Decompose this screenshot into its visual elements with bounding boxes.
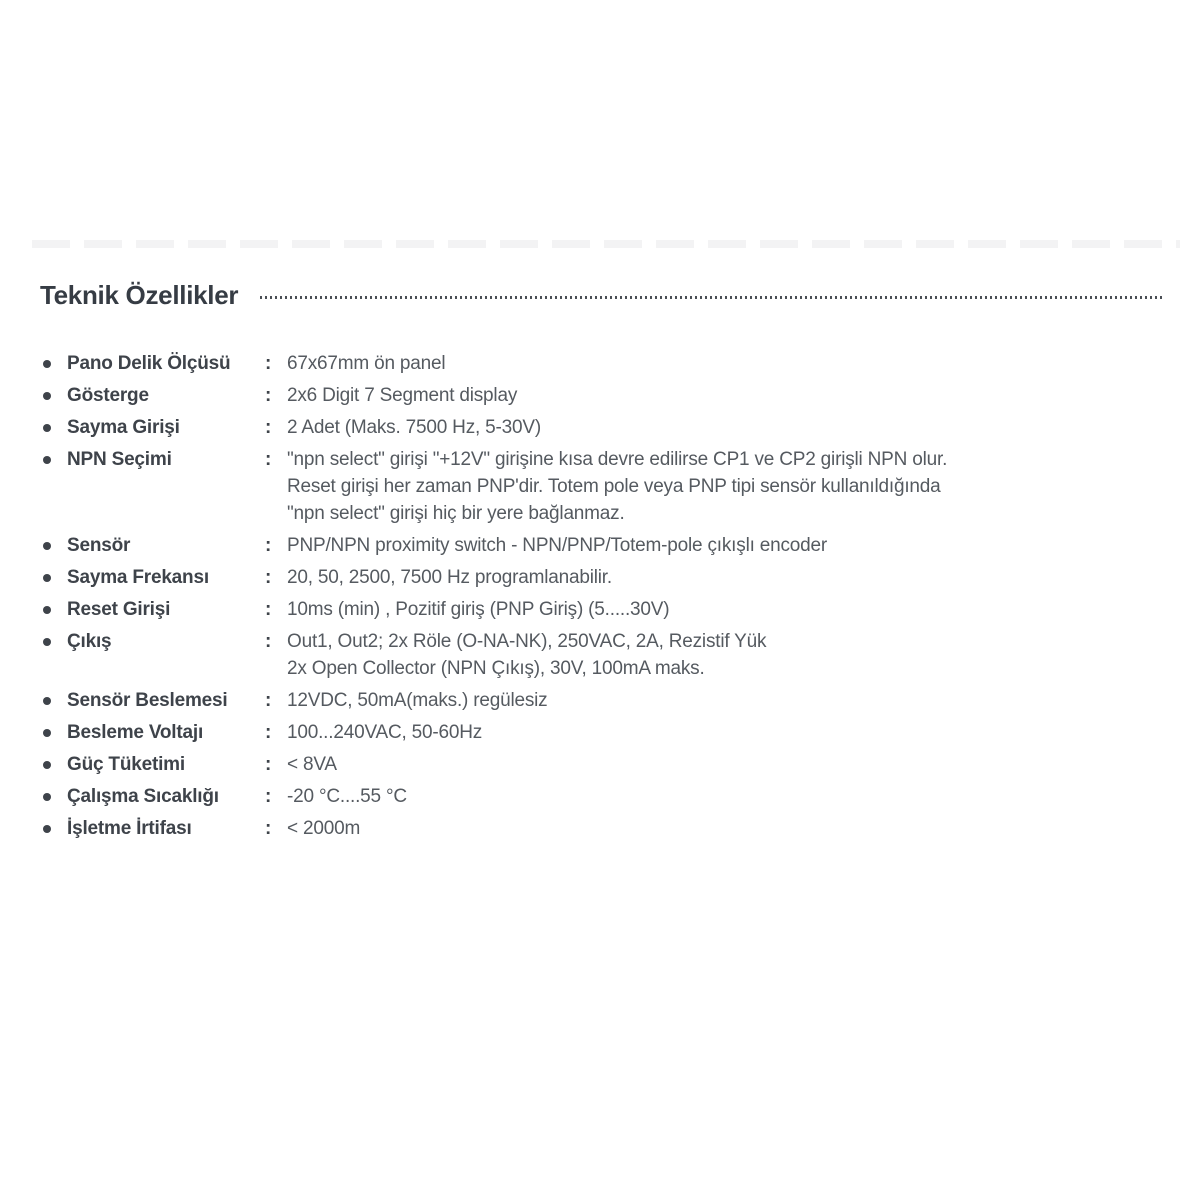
spec-label: Güç Tüketimi	[67, 754, 185, 775]
bullet-icon	[43, 360, 51, 368]
spec-row	[40, 414, 1170, 441]
spec-value	[287, 382, 1170, 409]
spec-colon: :	[265, 786, 272, 807]
spec-row	[40, 719, 1170, 746]
spec-value	[287, 719, 1170, 746]
spec-colon: :	[265, 690, 272, 711]
spec-value-line: "npn select" girişi "+12V" girişine kısa devre edilirse CP1 ve CP2 girişli NPN olur.	[287, 449, 948, 470]
bullet-icon	[43, 729, 51, 737]
spec-colon: :	[265, 385, 272, 406]
spec-value	[287, 350, 1170, 377]
spec-row	[40, 596, 1170, 623]
bullet-icon	[43, 392, 51, 400]
spec-row	[40, 815, 1170, 842]
spec-value-line: < 8VA	[287, 754, 337, 775]
spec-value	[287, 687, 1170, 714]
spec-value-line: < 2000m	[287, 818, 361, 839]
spec-label: NPN Seçimi	[67, 449, 172, 470]
spec-colon: :	[265, 353, 272, 374]
spec-label: Reset Girişi	[67, 599, 171, 620]
spec-value-line: 20, 50, 2500, 7500 Hz programlanabilir.	[287, 567, 612, 588]
spec-value-line: 2x6 Digit 7 Segment display	[287, 385, 518, 406]
spec-value-line: 67x67mm ön panel	[287, 353, 446, 374]
spec-value-line: PNP/NPN proximity switch - NPN/PNP/Totem-pole çıkışlı encoder	[287, 535, 828, 556]
spec-value-line: 2x Open Collector (NPN Çıkış), 30V, 100mA maks.	[287, 658, 705, 679]
spec-colon: :	[265, 535, 272, 556]
section-header	[40, 280, 1165, 311]
spec-label: Sensör Beslemesi	[67, 690, 228, 711]
spec-row	[40, 687, 1170, 714]
spec-colon: :	[265, 631, 272, 652]
spec-row	[40, 783, 1170, 810]
spec-label: Çıkış	[67, 631, 112, 652]
spec-row	[40, 350, 1170, 377]
spec-value	[287, 446, 1170, 527]
bullet-icon	[43, 456, 51, 464]
spec-row	[40, 751, 1170, 778]
bullet-icon	[43, 574, 51, 582]
spec-row	[40, 564, 1170, 591]
spec-label: Sayma Frekansı	[67, 567, 209, 588]
spec-label: İşletme İrtifası	[67, 818, 192, 839]
spec-value	[287, 751, 1170, 778]
spec-list	[40, 350, 1170, 847]
bullet-icon	[43, 793, 51, 801]
bullet-icon	[43, 606, 51, 614]
spec-label: Pano Delik Ölçüsü	[67, 353, 231, 374]
spec-row	[40, 382, 1170, 409]
spec-value	[287, 532, 1170, 559]
spec-value-line: -20 °C....55 °C	[287, 786, 407, 807]
spec-value	[287, 596, 1170, 623]
section-title: Teknik Özellikler	[40, 280, 239, 310]
spec-value-line: "npn select" girişi hiç bir yere bağlanmaz.	[287, 503, 625, 524]
spec-label: Çalışma Sıcaklığı	[67, 786, 219, 807]
bullet-icon	[43, 638, 51, 646]
spec-value-line: Out1, Out2; 2x Röle (O-NA-NK), 250VAC, 2A, Rezistif Yük	[287, 631, 767, 652]
spec-value	[287, 564, 1170, 591]
spec-label: Gösterge	[67, 385, 149, 406]
dotted-leader	[260, 296, 1165, 299]
spec-label: Besleme Voltajı	[67, 722, 204, 743]
spec-value-line: Reset girişi her zaman PNP'dir. Totem pole veya PNP tipi sensör kullanıldığında	[287, 476, 941, 497]
spec-row	[40, 532, 1170, 559]
spec-colon: :	[265, 449, 272, 470]
page-artifact-band	[32, 240, 1180, 248]
spec-value	[287, 414, 1170, 441]
spec-colon: :	[265, 599, 272, 620]
spec-value	[287, 628, 1170, 682]
spec-value	[287, 783, 1170, 810]
spec-label: Sensör	[67, 535, 131, 556]
spec-value-line: 10ms (min) , Pozitif giriş (PNP Giriş) (5.....30V)	[287, 599, 670, 620]
spec-label: Sayma Girişi	[67, 417, 180, 438]
spec-colon: :	[265, 417, 272, 438]
spec-colon: :	[265, 754, 272, 775]
spec-value-line: 2 Adet (Maks. 7500 Hz, 5-30V)	[287, 417, 541, 438]
spec-value-line: 100...240VAC, 50-60Hz	[287, 722, 483, 743]
bullet-icon	[43, 825, 51, 833]
bullet-icon	[43, 761, 51, 769]
spec-colon: :	[265, 818, 272, 839]
spec-colon: :	[265, 567, 272, 588]
bullet-icon	[43, 542, 51, 550]
bullet-icon	[43, 697, 51, 705]
spec-colon: :	[265, 722, 272, 743]
spec-value	[287, 815, 1170, 842]
spec-row	[40, 628, 1170, 682]
spec-value-line: 12VDC, 50mA(maks.) regülesiz	[287, 690, 548, 711]
bullet-icon	[43, 424, 51, 432]
spec-row	[40, 446, 1170, 527]
